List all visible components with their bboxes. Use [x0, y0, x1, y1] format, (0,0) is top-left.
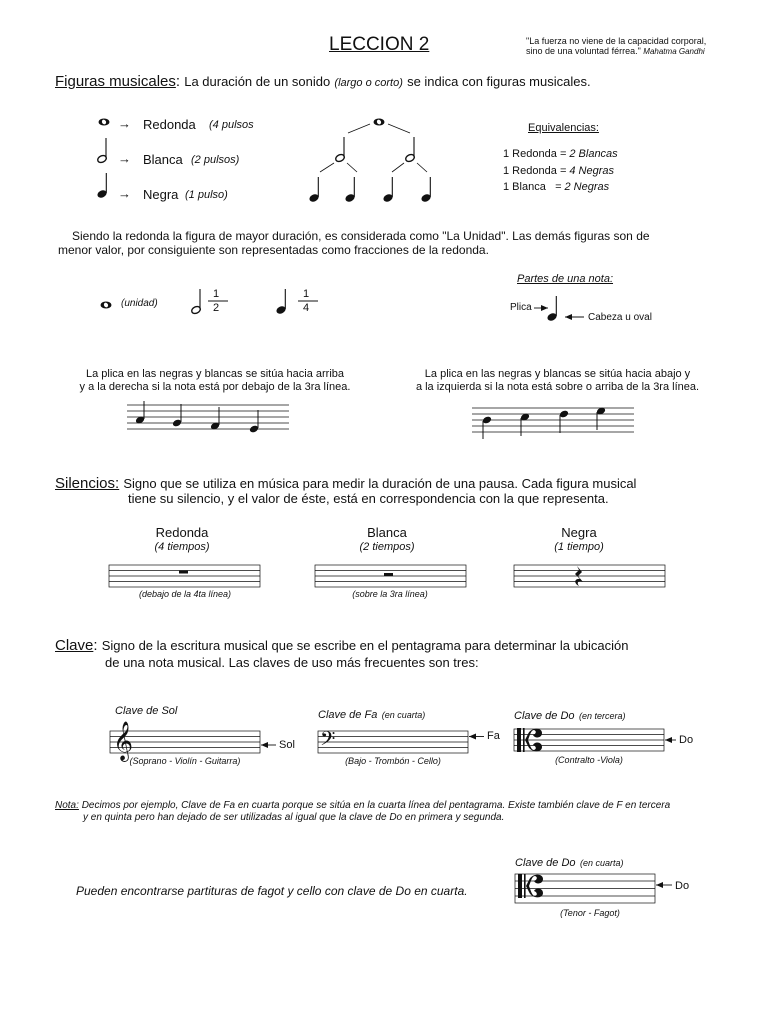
silencio-redonda-time: (4 tiempos): [154, 541, 210, 553]
plica-up-text-1: La plica en las negras y blancas se sitúa hacia arriba: [85, 368, 345, 380]
unidad-label: (unidad): [121, 298, 158, 309]
equiv-2-left: 1 Redonda: [503, 165, 557, 177]
nota-text-1: Decimos por ejemplo, Clave de Fa en cuarta porque se sitúa en la cuarta línea del pentagrama. Existe también clave de F en tercera: [81, 800, 671, 811]
figuras-intro-c: se indica con figuras musicales.: [407, 74, 591, 89]
unidad-text-2: menor valor, por consiguiente son representadas como fracciones de la redonda.: [58, 243, 489, 257]
clave-sol-title: Clave de Sol: [115, 705, 178, 717]
clave-fa-mark: Fa: [487, 730, 500, 742]
quarter-note-icon: [96, 173, 108, 199]
silencio-negra-name: Negra: [561, 525, 597, 540]
silencios-text-2: tiene su silencio, y el valor de éste, está en correspondencia con la que representa.: [128, 491, 609, 506]
equivalence-tree: [308, 119, 432, 204]
clave-fa-inst: (Bajo - Trombón - Cello): [345, 756, 441, 766]
label-blanca-pulsos: (2 pulsos): [191, 154, 240, 166]
silencio-redonda-name: Redonda: [155, 525, 209, 540]
label-negra: Negra: [143, 187, 179, 202]
fraction-quarter-note-icon: [275, 289, 287, 315]
stems-down-notes: [482, 406, 606, 439]
half-note-icon: [97, 138, 108, 164]
arrow-redonda: →: [118, 116, 131, 131]
plica-down-text-2: a la izquierda si la nota está sobre o arriba de la 3ra línea.: [415, 381, 700, 393]
quote-line-1: "La fuerza no viene de la capacidad corporal,: [526, 36, 707, 46]
unidad-whole-note-icon: [101, 302, 112, 309]
clave-do4-title: Clave de Do: [515, 857, 576, 869]
clave-heading: Clave: [55, 637, 94, 654]
clave-do4-sub: (en cuarta): [580, 858, 624, 868]
arrow-blanca: →: [118, 151, 131, 166]
label-redonda-pulsos: (4 pulsos: [209, 119, 254, 131]
clave-sol-mark: Sol: [279, 739, 295, 751]
equiv-2-right: = 4 Negras: [559, 165, 615, 177]
equiv-1-left: 1 Redonda: [503, 148, 557, 160]
plica-up-text-2: y a la derecha si la nota está por debajo de la 3ra línea.: [79, 381, 351, 393]
clave-do-title: Clave de Do: [514, 710, 575, 722]
clave-do4-inst: (Tenor - Fagot): [560, 908, 620, 918]
plica-label: Plica: [510, 302, 532, 313]
whole-note-icon: [99, 119, 110, 126]
plica-down-text-1: La plica en las negras y blancas se sitúa hacia abajo y: [424, 368, 691, 380]
silencio-blanca-note: (sobre la 3ra línea): [352, 589, 428, 599]
clave-do4-mark: Do: [675, 880, 690, 892]
partes-title: Partes de una nota:: [517, 273, 614, 285]
equiv-3-right: = 2 Negras: [554, 181, 610, 193]
staff-rest-negra: [514, 565, 665, 587]
staff-stems-down: [472, 408, 634, 432]
clave-do-inst: (Contralto -Viola): [555, 755, 623, 765]
fraction-half-note-icon: [191, 289, 202, 315]
label-redonda: Redonda: [143, 117, 196, 132]
nota-text-2: y en quinta pero han dejado de ser utilizadas al igual que la clave de Do en primera y segunda.: [83, 812, 505, 823]
silencio-redonda-note: (debajo de la 4ta línea): [138, 589, 232, 599]
staff-rest-redonda: [109, 565, 260, 587]
bass-clef-icon: 𝄢: [320, 727, 336, 755]
label-blanca: Blanca: [143, 152, 183, 167]
whole-rest-icon: [179, 571, 188, 574]
label-negra-pulsos: (1 pulso): [185, 189, 228, 201]
note-parts-diagram: [534, 296, 584, 322]
figuras-intro-b: (largo o corto): [334, 77, 403, 89]
tenor-clef-icon: [518, 874, 543, 898]
clave-do-sub: (en tercera): [579, 711, 626, 721]
staff-bass: [318, 731, 468, 753]
quote-text: sino de una voluntad férrea.": [526, 46, 641, 56]
staff-tenor: [515, 874, 655, 903]
fagot-text: Pueden encontrarse partituras de fagot y cello con clave de Do en cuarta.: [76, 884, 468, 898]
clave-fa-title: Clave de Fa: [318, 709, 378, 721]
clave-text-1: Signo de la escritura musical que se escribe en el pentagrama para determinar la ubicación: [101, 638, 629, 653]
clave-fa-sub: (en cuarta): [381, 710, 426, 720]
clave-do-mark: Do: [679, 734, 694, 746]
figuras-intro-a: La duración de un sonido: [184, 74, 331, 89]
equiv-1-right: = 2 Blancas: [559, 148, 618, 160]
quote-author: Mahatma Gandhi: [643, 47, 705, 56]
frac-quarter-num: 1: [303, 288, 310, 300]
cabeza-label: Cabeza u oval: [588, 312, 652, 323]
half-rest-icon: [384, 573, 393, 576]
staff-stems-up: [127, 405, 289, 429]
silencio-negra-time: (1 tiempo): [554, 541, 604, 553]
clave-colon: :: [93, 637, 98, 654]
nota-label: Nota:: [55, 800, 79, 811]
treble-clef-icon: 𝄞: [113, 721, 134, 761]
clave-sol-inst: (Soprano - Violín - Guitarra): [129, 756, 241, 766]
equiv-3-left: 1 Blanca: [503, 181, 546, 193]
figuras-colon: :: [175, 73, 181, 90]
clave-text-2: de una nota musical. Las claves de uso más frecuentes son tres:: [105, 655, 479, 670]
frac-half-num: 1: [213, 288, 220, 300]
frac-half-den: 2: [213, 302, 220, 314]
arrow-negra: →: [118, 186, 131, 201]
silencio-blanca-time: (2 tiempos): [359, 541, 415, 553]
silencios-text-1: Signo que se utiliza en música para medir la duración de una pausa. Cada figura musical: [123, 476, 637, 491]
silencio-blanca-name: Blanca: [367, 525, 407, 540]
figuras-heading: Figuras musicales: [55, 73, 176, 90]
page-title: LECCION 2: [329, 34, 430, 55]
unidad-text-1: Siendo la redonda la figura de mayor duración, es considerada como "La Unidad". Las demás figuras son de: [72, 229, 650, 243]
silencios-heading: Silencios:: [55, 475, 120, 492]
equiv-title: Equivalencias:: [528, 122, 599, 134]
frac-quarter-den: 4: [303, 302, 310, 314]
